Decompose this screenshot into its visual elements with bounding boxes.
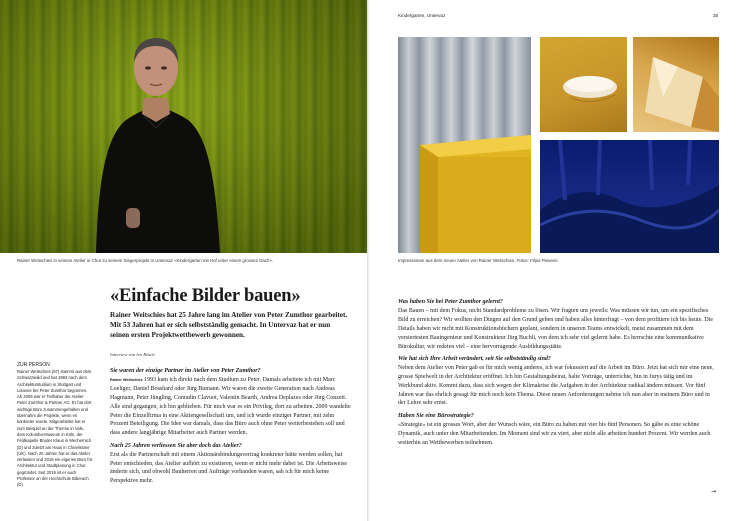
page-number: 35 <box>713 13 719 18</box>
photo-caption <box>398 258 558 263</box>
spine-gutter <box>367 0 369 521</box>
answer: Erst als die Partnerschaft mit einem Aktionärsbindungsvertrag konkreter hätte werden sollen, hat Peter entschieden, das Atelier aufhört zu existieren, wenn er nicht mehr dabei ist. Die Arbeitsweise änderte sich, und obwohl Bauherren und Aufträge vorhanden waren, sah ich für mich keine Perspektive mehr. <box>110 451 348 485</box>
question: Was haben Sie bei Peter Zumthor gelernt? <box>398 299 503 305</box>
sidebar-text: Rainer Weitschies (57) stammt aus dem Schwarzwald und hat 1993 nach dem Architekturstudium in Stuttgart und Lisanne bei Peter Zumthor begonnen. Ab 2009 war er Teilhaber der Atelier Peter Zumthor & Partner AG. Er hat dort wichtige Büro zusammengehalten und übernahm die Projekte, wenn es konkreter wurde. Mitgearbeitet hat er zum Beispiel an der Therme in Vals, dem Kolumba-Museum in Köln, der Feldkapelle Bruder Klaus in Mechernich (D) und zuletzt am Haus in Chivelstone (UK). Nach 25 Jahren hat er das Atelier verlassen und 2018 ein eigenes Büro für Architektur und Stadtplanung in Chur gegründet. Seit 2019 ist er auch Professor an der Hochschule Biberach (D). <box>17 369 93 488</box>
question: Haben Sie eine Bürostrategie? <box>398 412 474 419</box>
right-article-column <box>398 298 716 451</box>
question: Wie hat sich Ihre Arbeit verändert, seit Sie selbstständig sind? <box>398 355 551 362</box>
curtain-yellow-photo <box>398 37 531 253</box>
left-article-column <box>110 367 353 490</box>
light-fixture-photo <box>540 37 627 132</box>
question: Sie waren der einzige Partner im Atelier von Peter Zumthor? <box>110 368 261 374</box>
answer: Das Bauen – mit dem Fokus, nicht Standardprobleme zu lösen. Wir fragten uns jeweils: Was müssen wir tun, um ein spezifisches Bild zu erreichen? Wir wollten den Dingen auf den Grund gehen und haben alles hinterfragt – von dem profitiere ich bis heute. Die Details haben wir nicht mit Konstruktionsbüchern geplant, sondern in unseren Teams entwickelt, meist zusammen mit dem versiertesten Bauingenieur und Konstrukteur Jürg Buchli, von dem ich sehr viel gelernt habe. Es herrschte eine kommunikative Bürokultur, wir redeten viel – eine hervorragende Ausbildungsstätte. <box>398 307 714 350</box>
running-head: Kindergarten, Untervaz <box>398 13 446 18</box>
person-silhouette <box>86 28 226 253</box>
byline: Interview von Ivo Bösch <box>110 352 155 357</box>
answer <box>110 376 353 438</box>
article-lead: Rainer Weitschies hat 25 Jahre lang im Atelier von Peter Zumthor gearbeitet. Mit 53 Jahren hat er sich selbstständig gemacht. In Untervaz hat er nun seinen ersten Projektwettbewerb gewonnen. <box>110 311 348 339</box>
folded-material-photo <box>633 37 719 132</box>
answer: «Strategie» ist ein grosses Wort, aber der Wunsch wäre, ein Büro zu haben mit vier bis fünf Personen. So gäbe es eine schöne Dynamik, auch unter den Mitarbeitenden. Im Moment sind wir zu viert, aber nicht alle arbeiten hundert Prozent. Wir werden auch weiterhin an Wettbewerben teilnehmen. <box>398 421 711 446</box>
answer: Neben dem Atelier von Peter gab es für mich wenig anderes, ich war fokussiert auf die Arbeit im Büro. Jetzt hat sich mir eine neue, grosse Spielwelt in der Architektur eröffnet. Ich bin Gestaltungsbeirat, halte Vorträge, unterrichte, bin in Jurys tätig und im Werkbund aktiv. Kommt dazu, dass sich wegen der Klimakrise die Aufgaben in der Architektur radikal ändern müssen. Vor fünf Jahren war das ehrlich gesagt für mich noch kein Thema. Diese neuen Anforderungen nehme ich nun aber in meinem Büro und in der Lehre sehr ernst. <box>398 364 714 407</box>
speaker-label: Rainer Weitschies <box>110 377 143 382</box>
portrait-photo <box>0 0 367 253</box>
photo-credit: Fotos: Filipa Peixeiro <box>516 258 558 263</box>
left-page <box>0 0 367 521</box>
photo-caption-text: Impressionen aus dem neuen Atelier von Rainer Weitschies. <box>398 258 516 263</box>
article-headline: «Einfache Bilder bauen» <box>110 286 301 306</box>
question: Nach 25 Jahren verliessen Sie aber doch das Atelier? <box>110 442 242 449</box>
answer-text: 1993 kam ich direkt nach dem Studium zu Peter. Damals arbeitete ich mit Marc Loeliger, Daniel Bosshard oder Jürg Bumann. Wir waren die zweite Generation nach Andreas Hagmann, Peter Jüngling, Conradin Clavuot, Valentin Bearth, Andrea Deplazes oder Jürg Conzett. Alle sind gegangen, ich bin geblieben. Für mich war es ein Privileg, dort zu arbeiten. 2009 wandelte Peter die Einzelfirma in eine Aktiengesellschaft um, und ich wurde einziger Partner, mit zehn Prozent Beteiligung. Die Idee war damals, dass das Büro auch ohne Peter weiterbestehen soll und dass andere langjährige Mitarbeiter auch Partner werden. <box>110 376 351 437</box>
blue-curtain-photo <box>540 140 719 253</box>
sidebar-title: ZUR PERSON <box>17 362 50 368</box>
continue-arrow-icon: → <box>711 488 717 495</box>
portrait-caption: Rainer Weitschies in seinem Atelier in Chur zu seinem Siegerprojekt in Untervaz «Kindergarten mit Hof unter einem grossen Dach». <box>17 258 274 263</box>
